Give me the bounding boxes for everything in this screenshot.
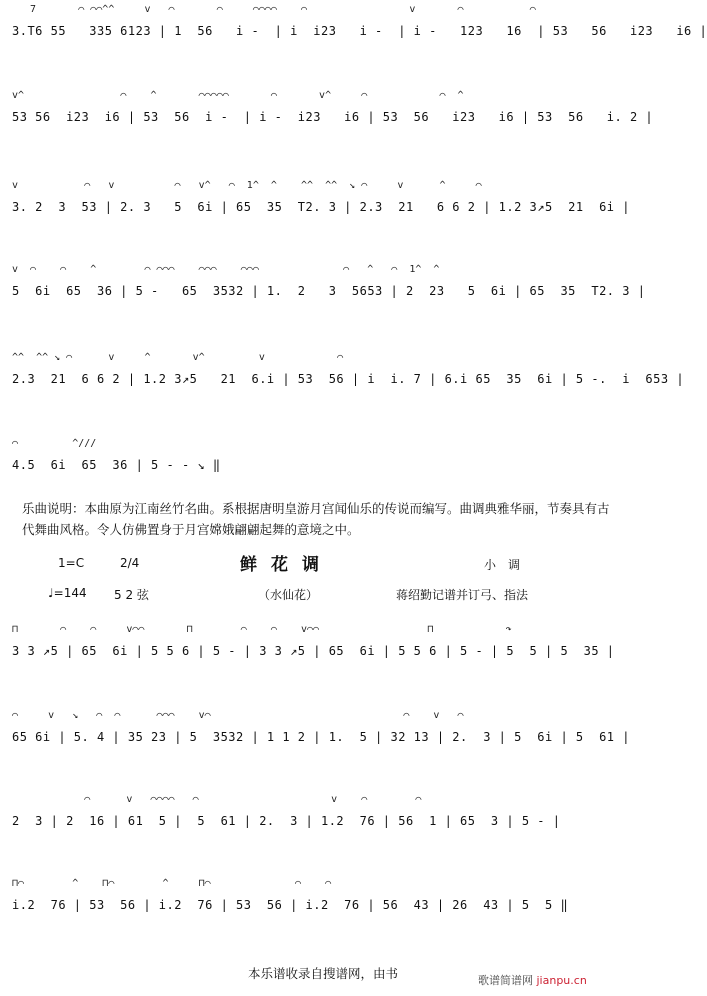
piece-description: 乐曲说明：本曲原为江南丝竹名曲。系根据唐明皇游月宫闻仙乐的传说而编写。曲调典雅华丽，节奏具有古代舞曲风格。令人仿佛置身于月宫嫦娥翩翩起舞的意境之中。 xyxy=(22,501,610,537)
score2-row-1 xyxy=(12,622,615,682)
row-notes: 5 6i 65 36 | 5 - 65 3532 | 1. 2 3 5653 | 2 23 5 6i | 65 35 T2. 3 | xyxy=(12,284,646,298)
score2-row-3 xyxy=(12,792,608,852)
score1-row-5 xyxy=(12,350,685,410)
watermark-url: jianpu.cn xyxy=(536,974,587,987)
mode-label: 小 调 xyxy=(484,558,521,572)
row-marks: v^ ⌒ ^ ⌒⌒⌒⌒⌒ ⌒ v^ ⌒ ⌒ ^ xyxy=(12,90,464,101)
row-marks: ⌒ v ⌒⌒⌒⌒ ⌒ v ⌒ ⌒ xyxy=(12,794,422,805)
row-notes: i.2 76 | 53 56 | i.2 76 | 53 56 | i.2 76 | 56 43 | 26 43 | 5 5 ‖ xyxy=(12,898,569,912)
score2-row-4 xyxy=(12,876,608,936)
subtitle: （水仙花） xyxy=(258,588,319,602)
row-notes: 3. 2 3 53 | 2. 3 5 6i | 65 35 T2. 3 | 2.3 21 6 6 2 | 1.2 3↗5 21 6i | xyxy=(12,200,630,214)
row-marks: ⌒ ^/// xyxy=(12,438,97,449)
row-marks: ^^ ^^ ↘ ⌒ v ^ v^ v ⌒ xyxy=(12,352,344,363)
row-notes: 65 6i | 5. 4 | 35 23 | 5 3532 | 1 1 2 | 1. 5 | 32 13 | 2. 3 | 5 6i | 5 61 | xyxy=(12,730,630,744)
watermark-name: 歌谱简谱网 xyxy=(478,974,533,987)
row-marks: ⊓ ⌒ ⌒ v⌒⌒ ⊓ ⌒ ⌒ v⌒⌒ ⊓ ↷ xyxy=(12,624,512,635)
score1-row-4 xyxy=(12,262,646,322)
score1-row-1 xyxy=(12,2,707,62)
time-signature: 2/4 xyxy=(120,556,140,570)
source-footer: 本乐谱收录自搜谱网，由书 xyxy=(248,966,399,981)
row-marks: ⌒ v ↘ ⌒ ⌒ ⌒⌒⌒ v⌒ ⌒ v ⌒ xyxy=(12,710,464,721)
page-title: 鲜花调 xyxy=(240,555,333,575)
row-notes: 3.T6 55 335 6123 | 1 56 i - | i i23 i - | i - 123 16 | 53 56 i23 i6 | xyxy=(12,24,707,38)
score1-row-3 xyxy=(12,178,630,238)
row-notes: 2.3 21 6 6 2 | 1.2 3↗5 21 6.i | 53 56 | i i. 7 | 6.i 65 35 6i | 5 -. i 653 | xyxy=(12,372,685,386)
row-notes: 4.5 6i 65 36 | 5 - - ↘ ‖ xyxy=(12,458,221,472)
row-notes: 3 3 ↗5 | 65 6i | 5 5 6 | 5 - | 3 3 ↗5 | 65 6i | 5 5 6 | 5 - | 5 5 | 5 35 | xyxy=(12,644,615,658)
row-marks: v ⌒ v ⌒ v^ ⌒ 1^ ^ ^^ ^^ ↘ ⌒ v ^ ⌒ xyxy=(12,180,482,191)
score1-row-6 xyxy=(12,436,608,496)
score2-row-2 xyxy=(12,708,630,768)
row-notes: 53 56 i23 i6 | 53 56 i - | i - i23 i6 | 53 56 i23 i6 | 53 56 i. 2 | xyxy=(12,110,654,124)
key-signature: 1=C xyxy=(58,556,85,570)
row-marks: v ⌒ ⌒ ^ ⌒ ⌒⌒⌒ ⌒⌒⌒ ⌒⌒⌒ ⌒ ^ ⌒ 1^ ^ xyxy=(12,264,440,275)
row-marks: 7 ⌒ ⌒⌒^^ v ⌒ ⌒ ⌒⌒⌒⌒ ⌒ v ⌒ ⌒ xyxy=(12,4,536,15)
score1-row-2 xyxy=(12,88,654,148)
credit-line: 蒋绍勤记谱并订弓、指法 xyxy=(396,588,529,602)
site-watermark xyxy=(478,972,587,988)
row-notes: 2 3 | 2 16 | 61 5 | 5 61 | 2. 3 | 1.2 76 | 56 1 | 65 3 | 5 - | xyxy=(12,814,561,828)
tempo-mark: ♩=144 xyxy=(48,586,87,600)
row-marks: ⊓⌒ ^ ⊓⌒ ^ ⊓⌒ ⌒ ⌒ xyxy=(12,878,332,889)
string-indication: 5 2 弦 xyxy=(114,588,149,602)
